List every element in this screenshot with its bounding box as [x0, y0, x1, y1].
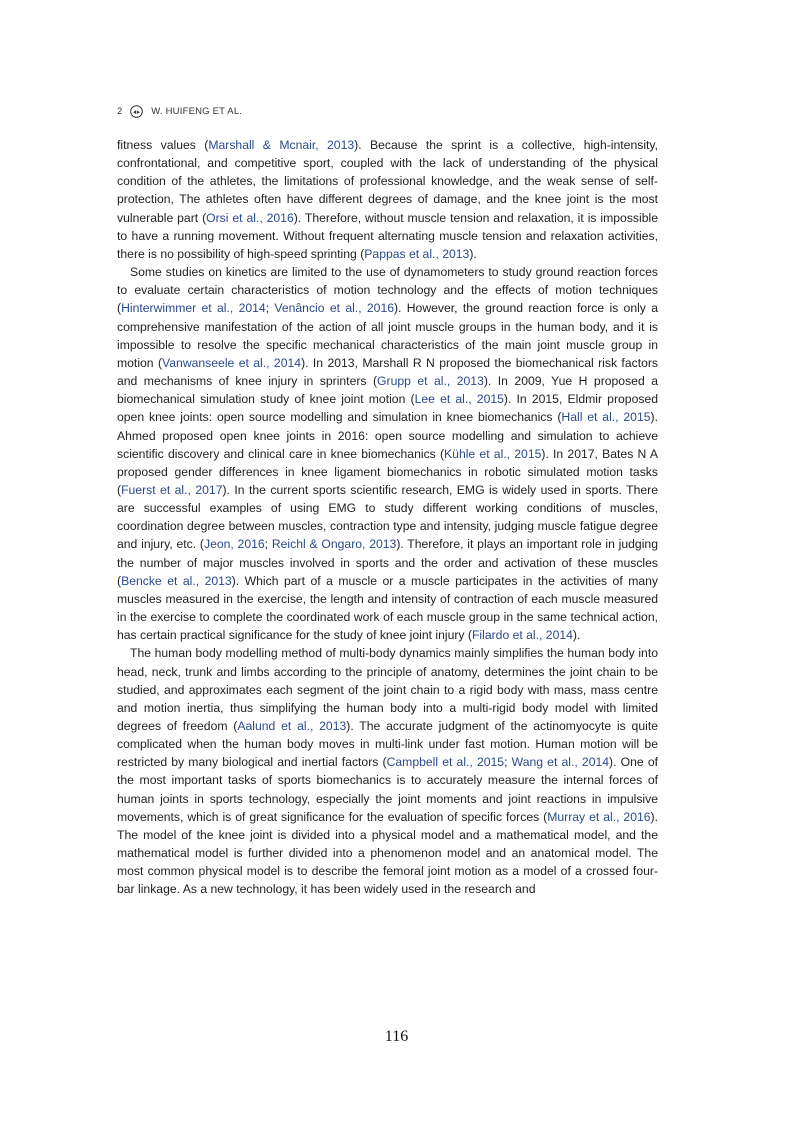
citation-link[interactable]: Aalund et al., 2013	[237, 719, 347, 733]
citation-link[interactable]: Grupp et al., 2013	[377, 374, 484, 389]
body-text	[117, 136, 658, 899]
citation-link[interactable]: Jeon, 2016	[203, 537, 265, 552]
text-run: ). In 2009, Yue H proposed a biomechanical simulation study of knee joint motion (	[117, 374, 658, 407]
running-head: W. HUIFENG ET AL.	[151, 105, 243, 117]
paragraph	[117, 136, 658, 263]
text-run: ;	[504, 755, 512, 770]
text-run: ). Therefore, without muscle tension and relaxation, it is impossible to have a running movement. Without frequent alternating muscle tension and relaxation activities, there is no possibility of high-speed sprinting (	[117, 210, 658, 261]
citation-link[interactable]: Vanwanseele et al., 2014	[162, 355, 302, 370]
text-run: ;	[265, 301, 275, 316]
citation-link[interactable]: Wang et al., 2014	[511, 755, 610, 770]
text-run: ). In the current sports scientific research, EMG is widely used in sports. There are successful examples of using EMG to study different working conditions of muscles, coordination degree between muscles, contraction type and intensity, judging muscle fatigue degree and injury, etc. (	[117, 482, 659, 552]
paragraph	[117, 263, 658, 644]
citation-link[interactable]: Orsi et al., 2016	[206, 210, 294, 225]
citation-link[interactable]: Filardo et al., 2014	[471, 628, 573, 643]
citation-link[interactable]: Marshall & Mcnair, 2013	[208, 138, 355, 152]
text-run: ). In 2013, Marshall R N proposed the biomechanical risk factors and mechanisms of knee injury in sprinters (	[117, 355, 659, 389]
running-header	[117, 103, 242, 119]
publisher-logo-icon	[130, 105, 143, 118]
text-run: ). Because the sprint is a collective, high-intensity, confrontational, and competitive sport, coupled with the lack of understanding of the physical condition of the athletes, the limitations of professional knowledge, and the weak sense of self-protection, The athletes often have different degrees of damage, and the knee joint is the most vulnerable part (	[117, 138, 658, 225]
text-run: ). The model of the knee joint is divided into a physical model and a mathematical model, and the mathematical model is further divided into a phenomenon model and an anatomical model. The most common physical model is to describe the femoral joint motion as a model of a crossed four-bar linkage. As a new technology, it has been widely used in the research and	[117, 809, 658, 897]
text-run: ). One of the most important tasks of sports biomechanics is to accurately measure the internal forces of human joints in sports technology, especially the joint moments and joint reactions in impulsive movements, which is of great significance for the evaluation of specific forces (	[117, 755, 659, 824]
text-run: ). Which part of a muscle or a muscle participates in the activities of many muscles measured in the exercise, the length and intensity of contraction of each muscle measured in the exercise to complete the coordinated work of each muscle group in the same technical action, has certain practical significance for the study of knee joint injury (	[117, 573, 658, 643]
text-run: ;	[264, 537, 272, 552]
header-page-number: 2	[117, 105, 123, 117]
text-run: fitness values (	[117, 138, 209, 152]
text-run: Some studies on kinetics are limited to the use of dynamometers to study ground reaction forces to evaluate certain characteristics of motion technology and the effects of motion techniques (	[117, 265, 658, 316]
citation-link[interactable]: Venâncio et al., 2016	[274, 301, 394, 316]
citation-link[interactable]: Kühle et al., 2015	[444, 446, 542, 461]
text-run: ). The accurate judgment of the actinomyocyte is quite complicated when the human body moves in multi-link under fast motion. Human motion will be restricted by many biological and inertial factors (	[117, 719, 658, 770]
citation-link[interactable]: Bencke et al., 2013	[121, 573, 232, 588]
citation-link[interactable]: Reichl & Ongaro, 2013	[271, 537, 397, 552]
citation-link[interactable]: Lee et al., 2015	[414, 392, 504, 407]
text-run: ). However, the ground reaction force is only a comprehensive manifestation of the action of all joint muscle groups in the human body, and it is impossible to resolve the specific mechanical characteristics of the main joint muscle group in motion (	[117, 301, 658, 370]
paragraph	[117, 644, 658, 898]
text-run: ). Therefore, it plays an important role in judging the number of major muscles involved in sports and the order and activation of these muscles (	[117, 537, 658, 588]
citation-link[interactable]: Pappas et al., 2013	[364, 246, 470, 261]
citation-link[interactable]: Fuerst et al., 2017	[121, 482, 223, 497]
text-run: ).	[469, 246, 477, 261]
citation-link[interactable]: Hinterwimmer et al., 2014	[121, 301, 266, 316]
text-run: ).	[572, 628, 581, 643]
citation-link[interactable]: Campbell et al., 2015	[386, 755, 505, 770]
text-run: ). Ahmed proposed open knee joints in 2016: open source modelling and simulation to achieve scientific discovery and clinical care in knee biomechanics (	[117, 410, 658, 461]
text-run: The human body modelling method of multi-body dynamics mainly simplifies the human body into head, neck, trunk and limbs according to the principle of anatomy, determines the joint chain to be studied, and approximates each segment of the joint chain to a rigid body with mass, mass centre and motion inertia, thus simplifying the human body into a multi-rigid body model with limited degrees of freedom (	[117, 646, 658, 733]
text-run: ). In 2017, Bates N A proposed gender differences in knee ligament biomechanics in robotic simulated motion tasks (	[117, 446, 658, 497]
text-run: ). In 2015, Eldmir proposed open knee joints: open source modelling and simulation in knee biomechanics (	[117, 392, 658, 425]
page-number: 116	[384, 1028, 409, 1045]
citation-link[interactable]: Hall et al., 2015	[561, 410, 651, 425]
citation-link[interactable]: Murray et al., 2016	[547, 809, 651, 824]
